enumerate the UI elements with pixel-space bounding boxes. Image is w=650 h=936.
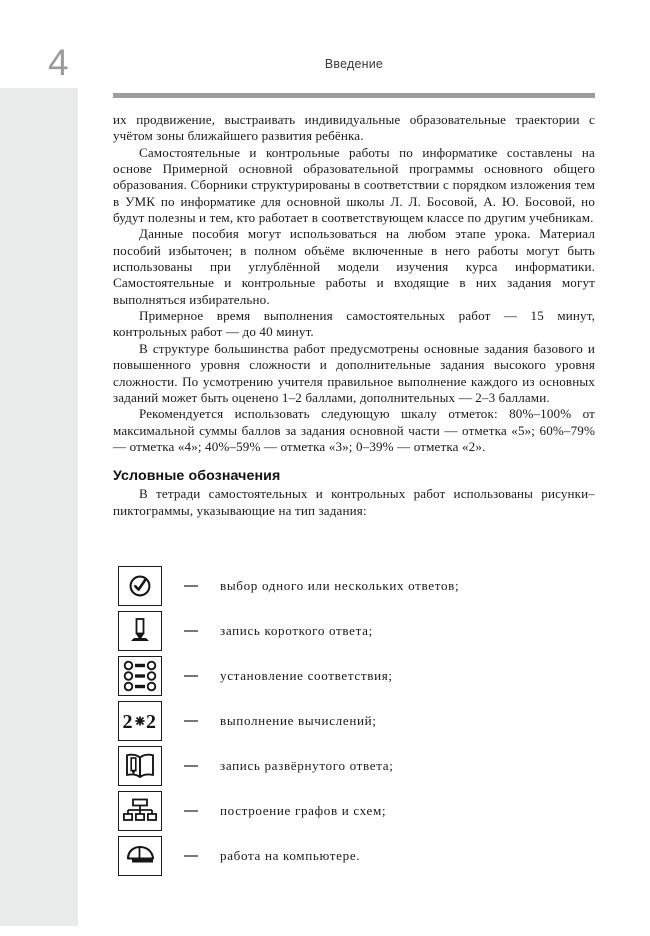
legend-label: выполнение вычислений; — [220, 712, 377, 728]
matching-pairs-icon — [118, 656, 162, 696]
legend-dash — [184, 855, 198, 857]
check-circle-icon — [118, 566, 162, 606]
page-gutter-shading — [0, 88, 78, 926]
legend-dash — [184, 720, 198, 722]
page-number: 4 — [48, 42, 70, 83]
legend-list — [113, 563, 595, 878]
legend-label: построение графов и схем; — [220, 802, 387, 818]
paragraph: В структуре большинства работ предусмотрены основные задания базового и повышенного уровня сложности и дополнительные задания высокого уровня сложности. По усмотрению учителя правильное выполнение каждого из основных заданий может быть оценено 1–2 баллами, дополнительных — 2–3 баллами. — [113, 340, 595, 405]
legend-label: запись развёрнутого ответа; — [220, 757, 394, 773]
legend-item — [113, 743, 595, 788]
paragraph: их продвижение, выстраивать индивидуальные образовательные траектории с учётом зоны ближайшего развития ребёнка. — [113, 112, 595, 144]
header-rule — [113, 93, 595, 98]
svg-text:2: 2 — [146, 710, 156, 733]
legend-item — [113, 563, 595, 608]
legend-item — [113, 788, 595, 833]
multiplication-2x2-icon — [118, 701, 162, 741]
legend-label: запись короткого ответа; — [220, 622, 373, 638]
legend-label: выбор одного или нескольких ответов; — [220, 577, 460, 593]
legend-label: установление соответствия; — [220, 667, 393, 683]
hierarchy-diagram-icon — [118, 791, 162, 831]
body-text-column — [113, 112, 595, 519]
legend-dash — [184, 765, 198, 767]
legend-dash — [184, 585, 198, 587]
svg-text:2: 2 — [122, 710, 133, 733]
open-book-pencil-icon — [118, 746, 162, 786]
legend-label: работа на компьютере. — [220, 847, 361, 863]
section-intro-paragraph: В тетради самостоятельных и контрольных работ использованы рисунки–пиктограммы, указывающие на тип задания: — [113, 486, 595, 518]
paragraph: Данные пособия могут использоваться на любом этапе урока. Материал пособий избыточен; в полном объёме включенные в него работы могут быть использованы при углублённой модели изучения курса информатики. Самостоятельные и контрольные работы и входящие в них задания могут выполняться избирательно. — [113, 226, 595, 307]
running-head — [0, 42, 650, 88]
running-head-title: Введение — [324, 57, 384, 71]
legend-item — [113, 698, 595, 743]
legend-dash — [184, 675, 198, 677]
paragraph: Рекомендуется использовать следующую шкалу отметок: 80%–100% от максимальной суммы баллов за задания основной части — отметка «5»; 60%–79% — отметка «4»; 40%–59% — отметка «3»; 0–39% — отметка «2». — [113, 406, 595, 454]
computer-mouse-icon — [118, 836, 162, 876]
legend-dash — [184, 630, 198, 632]
legend-item — [113, 653, 595, 698]
legend-dash — [184, 810, 198, 812]
pencil-writing-icon — [118, 611, 162, 651]
paragraph: Примерное время выполнения самостоятельных работ — 15 минут, контрольных работ — до 40 минут. — [113, 308, 595, 340]
legend-item — [113, 833, 595, 878]
paragraph: Самостоятельные и контрольные работы по информатике составлены на основе Примерной основной образовательной программы основного общего образования. Сборники структурированы в соответствии с порядком изложения тем в УМК по информатике для основной школы Л. Л. Босовой, А. Ю. Босовой, но будут полезны и тем, кто работает в соответствующем классе по другим учебникам. — [113, 144, 595, 226]
section-heading: Условные обозначения — [113, 468, 281, 485]
legend-item — [113, 608, 595, 653]
